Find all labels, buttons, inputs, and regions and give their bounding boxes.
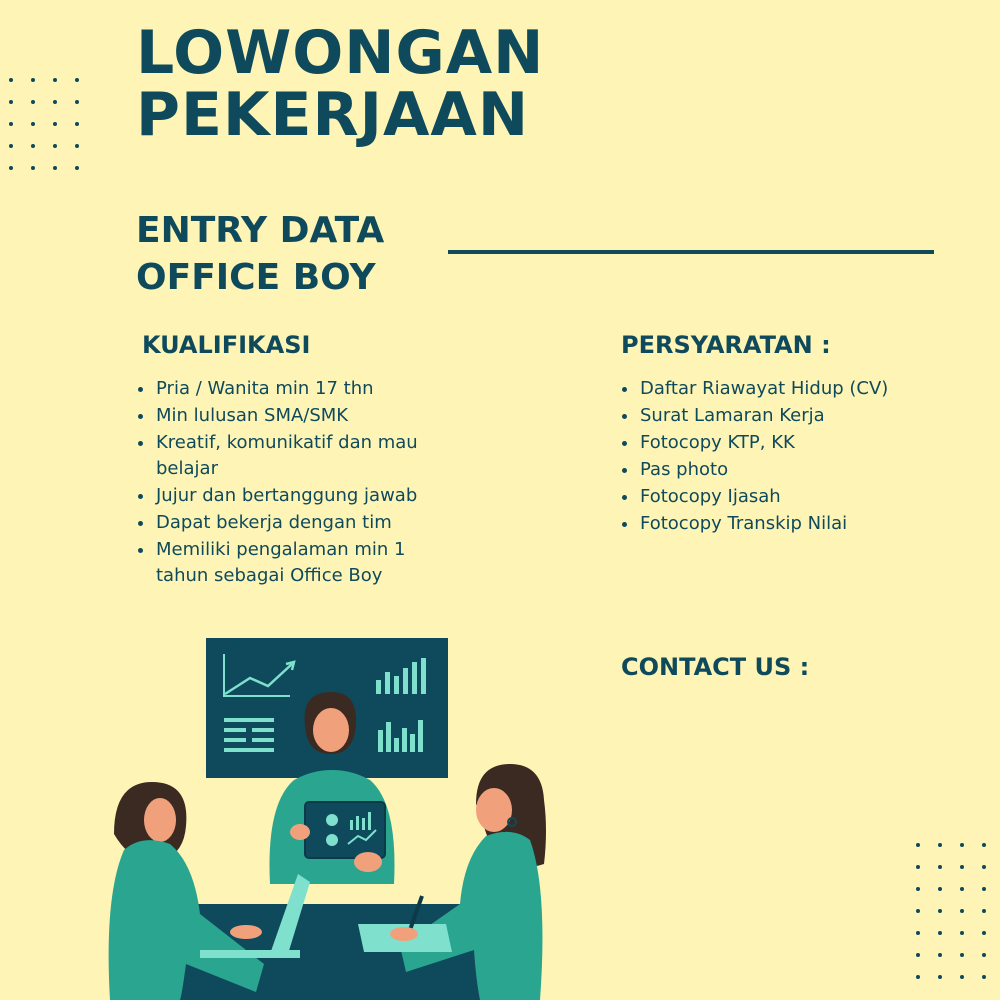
persyaratan-item: Pas photo bbox=[620, 457, 950, 483]
left-woman-face bbox=[144, 798, 176, 842]
title-line-1: LOWONGAN bbox=[136, 18, 545, 88]
contact-heading: CONTACT US : bbox=[621, 653, 810, 681]
right-woman-hands bbox=[390, 927, 418, 941]
kualifikasi-item: Jujur dan bertanggung jawab bbox=[136, 483, 426, 509]
right-woman-face bbox=[476, 788, 512, 832]
persyaratan-item: Fotocopy KTP, KK bbox=[620, 430, 950, 456]
kualifikasi-list bbox=[136, 376, 426, 590]
persyaratan-heading: PERSYARATAN : bbox=[621, 331, 831, 359]
presenter-face bbox=[313, 708, 349, 752]
persyaratan-item: Surat Lamaran Kerja bbox=[620, 403, 950, 429]
position-title bbox=[136, 207, 384, 301]
kualifikasi-item: Kreatif, komunikatif dan mau belajar bbox=[136, 430, 426, 482]
presenter-hand-right bbox=[354, 852, 382, 872]
kualifikasi-item: Memiliki pengalaman min 1 tahun sebagai Office Boy bbox=[136, 537, 426, 589]
persyaratan-item: Fotocopy Transkip Nilai bbox=[620, 511, 950, 537]
kualifikasi-heading: KUALIFIKASI bbox=[142, 331, 311, 359]
decorative-dot-grid-right bbox=[916, 843, 986, 979]
office-team-illustration bbox=[100, 634, 560, 1000]
title-line-2: PEKERJAAN bbox=[136, 80, 530, 150]
position-line-2: OFFICE BOY bbox=[136, 257, 376, 298]
presenter-hand-left bbox=[290, 824, 310, 840]
kualifikasi-item: Pria / Wanita min 17 thn bbox=[136, 376, 426, 402]
position-line-1: ENTRY DATA bbox=[136, 210, 385, 251]
left-woman-hands bbox=[230, 925, 262, 939]
persyaratan-item: Daftar Riawayat Hidup (CV) bbox=[620, 376, 950, 402]
persyaratan-list bbox=[620, 376, 950, 538]
decorative-dot-grid-left bbox=[9, 78, 79, 170]
persyaratan-item: Fotocopy Ijasah bbox=[620, 484, 950, 510]
kualifikasi-item: Dapat bekerja dengan tim bbox=[136, 510, 426, 536]
divider-line bbox=[448, 250, 934, 254]
page-title bbox=[136, 18, 545, 150]
kualifikasi-item: Min lulusan SMA/SMK bbox=[136, 403, 426, 429]
presenter-tablet bbox=[305, 802, 385, 858]
